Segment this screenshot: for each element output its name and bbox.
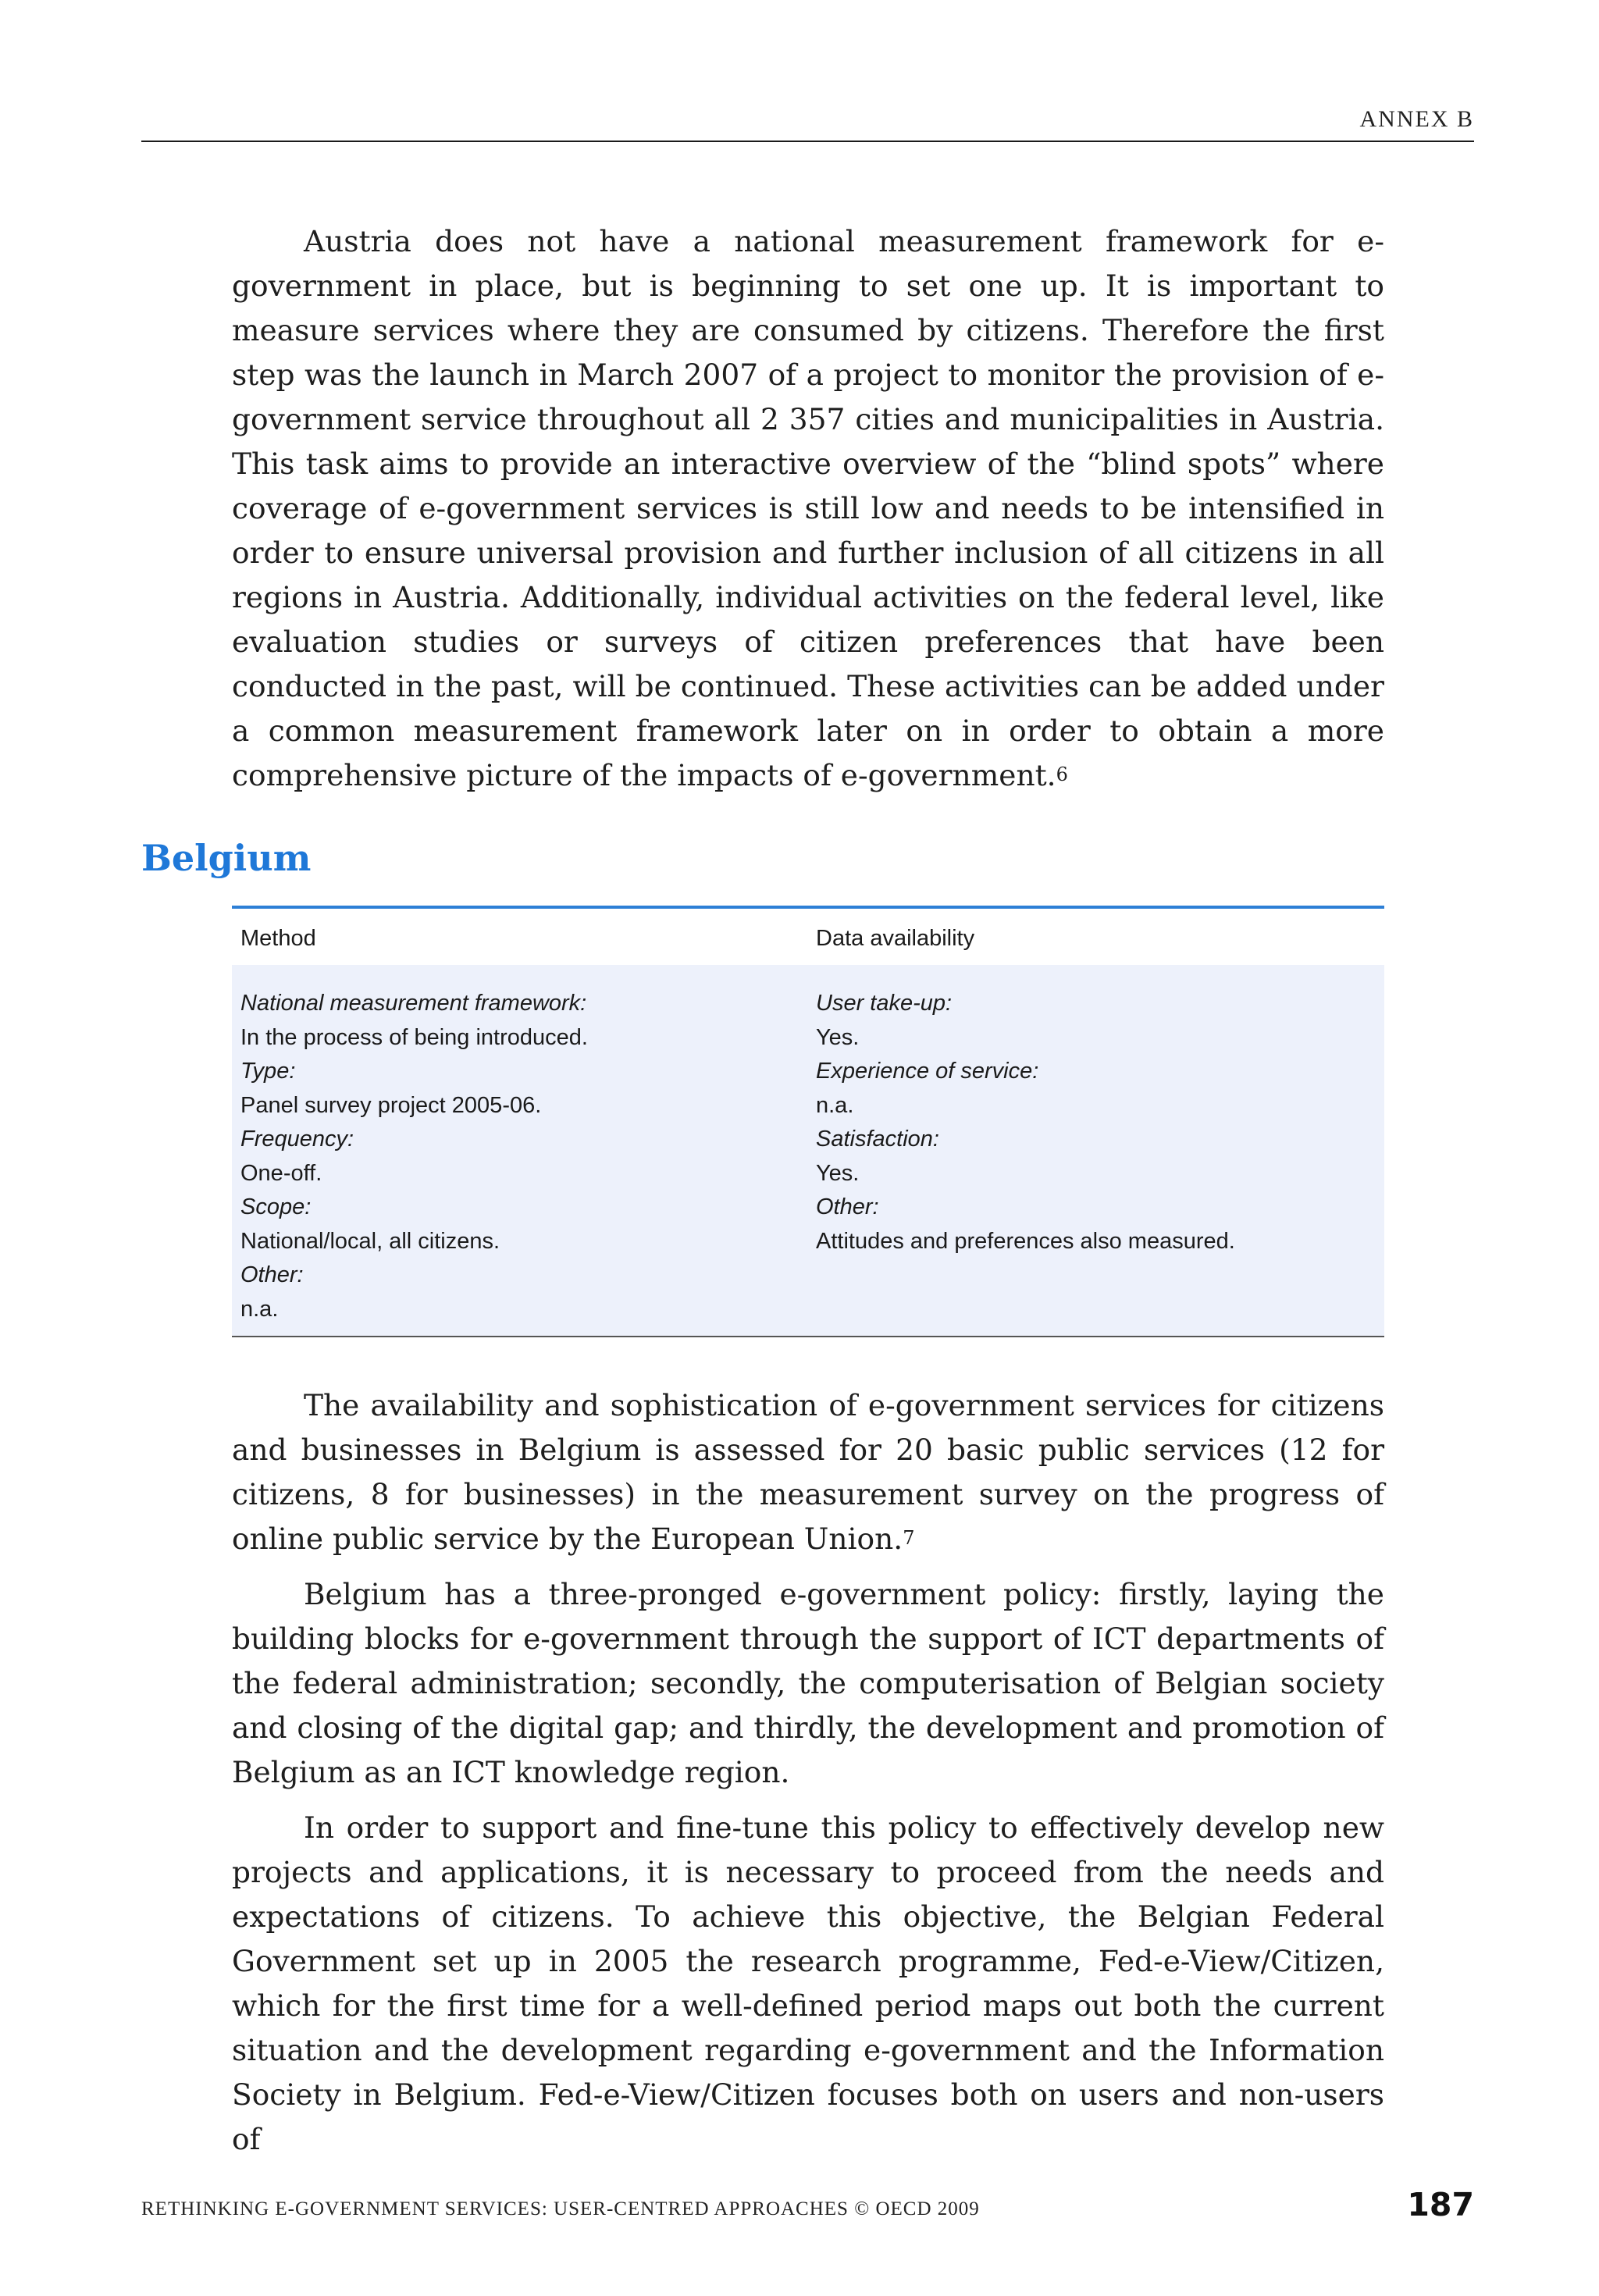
method-label-other: Other: bbox=[240, 1262, 304, 1287]
method-value-frequency: One-off. bbox=[240, 1160, 322, 1186]
info-box-body bbox=[232, 965, 1384, 1336]
availability-column bbox=[816, 987, 1235, 1258]
availability-value-take-up: Yes. bbox=[816, 1024, 860, 1050]
header-rule bbox=[141, 141, 1474, 142]
availability-value-experience: n.a. bbox=[816, 1092, 854, 1118]
column-header-data-availability: Data availability bbox=[816, 926, 975, 951]
footnote-ref-6[interactable]: 6 bbox=[1056, 764, 1068, 785]
method-value-type: Panel survey project 2005-06. bbox=[240, 1092, 542, 1118]
method-label-scope: Scope: bbox=[240, 1194, 312, 1219]
running-header: ANNEX B bbox=[1359, 106, 1474, 132]
method-column bbox=[240, 987, 588, 1326]
availability-label-experience: Experience of service: bbox=[816, 1059, 1039, 1084]
method-label-frequency: Frequency: bbox=[240, 1127, 354, 1152]
column-header-method: Method bbox=[240, 926, 316, 951]
belgium-paragraph-3: In order to support and fine-tune this policy to effectively develop new projects and applications, it is necessary to proceed from the needs and expectations of citizens. To achieve this objective, the Belgian Federal Government set up in 2005 the research programme, Fed-e-View/Citizen, which for the first time for a well-defined period maps out both the current situation and the development regarding e-government and the Information Society in Belgium. Fed-e-View/Citizen focuses both on users and non-users of bbox=[232, 1810, 1384, 2156]
belgium-info-box bbox=[232, 906, 1384, 1337]
belgium-paragraph-1 bbox=[232, 1383, 1384, 1561]
austria-paragraph-text: Austria does not have a national measurement framework for e-government in place, but is beginning to set one up. It is important to measure services where they are consumed by citizens. Therefore the first step was the launch in March 2007 of a project to monitor the provision of e-government service throughout all 2 357 cities and municipalities in Austria. This task aims to provide an interactive overview of the “blind spots” where coverage of e-government services is still low and needs to be intensified in order to ensure universal provision and further inclusion of all citizens in all regions in Austria. Additionally, individual activities on the federal level, like evaluation studies or surveys of citizen preferences that have been conducted in the past, will be continued. These activities can be added under a common measurement framework later on in order to obtain a more comprehensive picture of the impacts of e-government. bbox=[232, 224, 1384, 792]
method-value-other: n.a. bbox=[240, 1296, 279, 1322]
footer-publication: RETHINKING E-GOVERNMENT SERVICES: USER-CENTRED APPROACHES © OECD 2009 bbox=[141, 2198, 980, 2219]
section-heading-belgium: Belgium bbox=[141, 837, 312, 879]
austria-paragraph bbox=[232, 219, 1384, 798]
belgium-paragraph-1-text: The availability and sophistication of e-government services for citizens and businesses in Belgium is assessed for 20 basic public services (12 for citizens, 8 for businesses) in the measurement survey on the progress of online public service by the European Union. bbox=[232, 1388, 1384, 1556]
method-value-framework: In the process of being introduced. bbox=[240, 1024, 588, 1050]
availability-label-take-up: User take-up: bbox=[816, 991, 953, 1016]
availability-value-satisfaction: Yes. bbox=[816, 1160, 860, 1186]
footnote-ref-7[interactable]: 7 bbox=[903, 1527, 915, 1549]
method-label-framework: National measurement framework: bbox=[240, 991, 587, 1016]
availability-label-satisfaction: Satisfaction: bbox=[816, 1127, 939, 1152]
info-box-header bbox=[232, 909, 1384, 966]
availability-value-other: Attitudes and preferences also measured. bbox=[816, 1228, 1235, 1254]
availability-label-other: Other: bbox=[816, 1194, 879, 1219]
method-label-type: Type: bbox=[240, 1059, 296, 1084]
page-number: 187 bbox=[1407, 2186, 1474, 2223]
method-value-scope: National/local, all citizens. bbox=[240, 1228, 500, 1254]
belgium-paragraph-2: Belgium has a three-pronged e-government policy: firstly, laying the building blocks for e-government through the support of ICT departments of the federal administration; secondly, the computerisation of Belgian society and closing of the digital gap; and thirdly, the development and promotion of Belgium as an ICT knowledge region. bbox=[232, 1577, 1384, 1789]
